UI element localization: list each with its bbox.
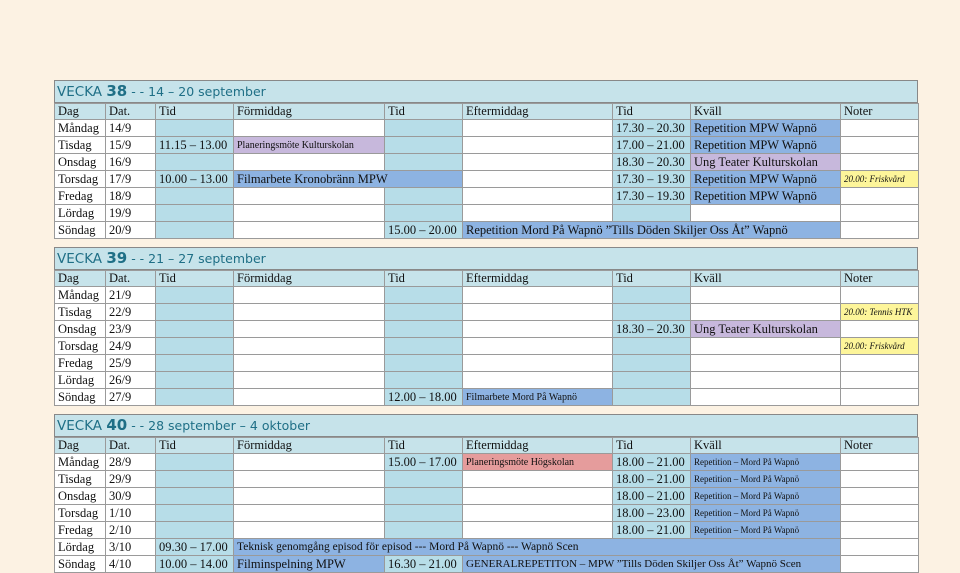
activity-cell — [463, 522, 613, 539]
date-cell: 1/10 — [106, 505, 156, 522]
time-cell — [385, 205, 463, 222]
time-cell — [385, 338, 463, 355]
activity-cell — [463, 372, 613, 389]
date-cell: 20/9 — [106, 222, 156, 239]
col-header-formiddag: Förmiddag — [234, 271, 385, 287]
week-39 — [54, 247, 918, 406]
week-label: VECKA — [57, 84, 103, 100]
activity-cell — [463, 188, 613, 205]
note-cell: 20.00: Friskvård — [841, 338, 919, 355]
activity-cell: Repetition – Mord På Wapnö — [691, 505, 841, 522]
note-cell — [841, 488, 919, 505]
activity-cell: Repetition MPW Wapnö — [691, 171, 841, 188]
day-cell: Fredag — [55, 355, 106, 372]
activity-cell: Repetition Mord På Wapnö ”Tills Döden Skiljer Oss Åt” Wapnö — [463, 222, 841, 239]
activity-cell — [463, 505, 613, 522]
date-cell: 15/9 — [106, 137, 156, 154]
time-cell: 17.30 – 20.30 — [613, 120, 691, 137]
activity-cell — [234, 372, 385, 389]
week-range: - - 21 – 27 september — [127, 251, 266, 266]
activity-cell: Teknisk genomgång episod för episod --- Mord På Wapnö --- Wapnö Scen — [234, 539, 841, 556]
col-header-formiddag: Förmiddag — [234, 104, 385, 120]
day-cell: Torsdag — [55, 338, 106, 355]
time-cell — [156, 372, 234, 389]
table-row — [55, 137, 919, 154]
note-cell — [841, 372, 919, 389]
week-range: - - 28 september – 4 oktober — [127, 418, 311, 433]
activity-cell — [691, 304, 841, 321]
time-cell — [156, 454, 234, 471]
activity-cell: Repetition MPW Wapnö — [691, 120, 841, 137]
note-cell — [841, 120, 919, 137]
activity-cell: Repetition MPW Wapnö — [691, 188, 841, 205]
activity-cell — [234, 471, 385, 488]
day-cell: Torsdag — [55, 505, 106, 522]
activity-cell: Repetition – Mord På Wapnö — [691, 471, 841, 488]
col-header-kvall: Kväll — [691, 104, 841, 120]
table-row — [55, 222, 919, 239]
activity-cell — [234, 454, 385, 471]
header-row — [55, 104, 919, 120]
activity-cell — [691, 205, 841, 222]
day-cell: Onsdag — [55, 321, 106, 338]
header-row — [55, 271, 919, 287]
time-cell — [156, 304, 234, 321]
time-cell: 15.00 – 20.00 — [385, 222, 463, 239]
table-row — [55, 154, 919, 171]
activity-cell — [463, 488, 613, 505]
time-cell — [613, 338, 691, 355]
col-header-dat: Dat. — [106, 104, 156, 120]
time-cell: 12.00 – 18.00 — [385, 389, 463, 406]
activity-cell — [234, 488, 385, 505]
time-cell — [613, 355, 691, 372]
week-range: - - 14 – 20 september — [127, 84, 266, 99]
day-cell: Måndag — [55, 287, 106, 304]
time-cell: 10.00 – 13.00 — [156, 171, 234, 188]
time-cell — [385, 372, 463, 389]
activity-cell — [463, 321, 613, 338]
activity-cell — [691, 389, 841, 406]
activity-cell — [691, 355, 841, 372]
date-cell: 23/9 — [106, 321, 156, 338]
time-cell: 15.00 – 17.00 — [385, 454, 463, 471]
col-header-kvall: Kväll — [691, 438, 841, 454]
col-header-dat: Dat. — [106, 438, 156, 454]
activity-cell — [234, 205, 385, 222]
time-cell: 17.00 – 21.00 — [613, 137, 691, 154]
time-cell — [156, 188, 234, 205]
time-cell — [385, 522, 463, 539]
time-cell — [156, 222, 234, 239]
week-label: VECKA — [57, 418, 103, 434]
time-cell — [156, 522, 234, 539]
note-cell — [841, 389, 919, 406]
activity-cell — [463, 338, 613, 355]
time-cell — [156, 505, 234, 522]
activity-cell — [691, 372, 841, 389]
time-cell — [385, 188, 463, 205]
day-cell: Lördag — [55, 539, 106, 556]
day-cell: Fredag — [55, 188, 106, 205]
time-cell — [613, 304, 691, 321]
time-cell: 17.30 – 19.30 — [613, 171, 691, 188]
activity-text: Filmarbete Kronobränn MPW — [237, 171, 388, 186]
activity-cell: Filmarbete Mord På Wapnö — [463, 389, 613, 406]
date-cell: 17/9 — [106, 171, 156, 188]
activity-cell: Ung Teater Kulturskolan — [691, 321, 841, 338]
activity-cell — [234, 287, 385, 304]
col-header-kvall: Kväll — [691, 271, 841, 287]
day-cell: Lördag — [55, 372, 106, 389]
time-cell: 18.00 – 21.00 — [613, 488, 691, 505]
week-number: 38 — [106, 82, 128, 100]
note-cell: 20.00: Friskvård — [841, 171, 919, 188]
time-cell: 16.30 – 21.00 — [385, 556, 463, 573]
note-cell — [841, 137, 919, 154]
date-cell: 24/9 — [106, 338, 156, 355]
activity-cell — [234, 154, 385, 171]
time-cell: 10.00 – 14.00 — [156, 556, 234, 573]
date-cell: 29/9 — [106, 471, 156, 488]
col-header-tid: Tid — [385, 438, 463, 454]
date-cell: 19/9 — [106, 205, 156, 222]
date-cell: 30/9 — [106, 488, 156, 505]
activity-cell: Repetition – Mord På Wapnö — [691, 454, 841, 471]
time-cell — [385, 488, 463, 505]
activity-cell — [234, 505, 385, 522]
col-header-dag: Dag — [55, 438, 106, 454]
schedule-table — [54, 270, 919, 406]
table-row — [55, 522, 919, 539]
day-cell: Onsdag — [55, 154, 106, 171]
date-cell: 18/9 — [106, 188, 156, 205]
day-cell: Söndag — [55, 556, 106, 573]
table-row — [55, 488, 919, 505]
table-row — [55, 556, 919, 573]
week-title — [54, 247, 918, 270]
time-cell — [385, 287, 463, 304]
activity-cell — [234, 222, 385, 239]
time-cell — [385, 321, 463, 338]
table-row — [55, 304, 919, 321]
col-header-tid: Tid — [613, 438, 691, 454]
time-cell — [156, 120, 234, 137]
time-cell — [385, 355, 463, 372]
time-cell — [385, 120, 463, 137]
col-header-tid: Tid — [385, 271, 463, 287]
activity-cell: Repetition MPW Wapnö — [691, 137, 841, 154]
date-cell: 3/10 — [106, 539, 156, 556]
day-cell: Fredag — [55, 522, 106, 539]
time-cell — [156, 338, 234, 355]
week-title — [54, 80, 918, 103]
day-cell: Söndag — [55, 222, 106, 239]
activity-cell — [234, 355, 385, 372]
time-cell — [156, 287, 234, 304]
day-cell: Tisdag — [55, 137, 106, 154]
note-cell — [841, 505, 919, 522]
table-row — [55, 171, 919, 188]
col-header-noter: Noter — [841, 438, 919, 454]
day-cell: Måndag — [55, 120, 106, 137]
date-cell: 28/9 — [106, 454, 156, 471]
week-40 — [54, 414, 918, 573]
col-header-tid: Tid — [156, 438, 234, 454]
day-cell: Måndag — [55, 454, 106, 471]
date-cell: 22/9 — [106, 304, 156, 321]
time-cell: 09.30 – 17.00 — [156, 539, 234, 556]
col-header-tid: Tid — [613, 104, 691, 120]
note-cell — [841, 287, 919, 304]
time-cell — [156, 205, 234, 222]
time-cell — [156, 154, 234, 171]
note-cell — [841, 539, 919, 556]
time-cell — [613, 205, 691, 222]
day-cell: Torsdag — [55, 171, 106, 188]
day-cell: Tisdag — [55, 304, 106, 321]
table-row — [55, 454, 919, 471]
col-header-tid: Tid — [613, 271, 691, 287]
date-cell: 26/9 — [106, 372, 156, 389]
col-header-eftermiddag: Eftermiddag — [463, 438, 613, 454]
note-cell — [841, 222, 919, 239]
day-cell: Söndag — [55, 389, 106, 406]
table-row — [55, 471, 919, 488]
date-cell: 25/9 — [106, 355, 156, 372]
note-cell — [841, 154, 919, 171]
activity-cell — [463, 171, 613, 188]
activity-cell — [234, 171, 463, 188]
schedule-table — [54, 103, 919, 239]
col-header-noter: Noter — [841, 104, 919, 120]
week-title — [54, 414, 918, 437]
col-header-tid: Tid — [385, 104, 463, 120]
activity-cell — [463, 355, 613, 372]
activity-cell — [234, 188, 385, 205]
time-cell: 18.00 – 21.00 — [613, 454, 691, 471]
week-label: VECKA — [57, 251, 103, 267]
activity-cell — [463, 120, 613, 137]
schedule-table — [54, 437, 919, 573]
activity-cell — [234, 120, 385, 137]
col-header-eftermiddag: Eftermiddag — [463, 271, 613, 287]
col-header-dag: Dag — [55, 271, 106, 287]
activity-cell — [463, 287, 613, 304]
table-row — [55, 355, 919, 372]
activity-cell — [234, 338, 385, 355]
date-cell: 14/9 — [106, 120, 156, 137]
activity-cell — [691, 287, 841, 304]
day-cell: Tisdag — [55, 471, 106, 488]
note-cell — [841, 522, 919, 539]
table-row — [55, 205, 919, 222]
time-cell: 18.00 – 21.00 — [613, 522, 691, 539]
col-header-dag: Dag — [55, 104, 106, 120]
time-cell — [385, 154, 463, 171]
note-cell: 20.00: Tennis HTK — [841, 304, 919, 321]
activity-cell — [463, 137, 613, 154]
activity-cell — [691, 338, 841, 355]
date-cell: 16/9 — [106, 154, 156, 171]
activity-cell — [234, 389, 385, 406]
week-38 — [54, 80, 918, 239]
date-cell: 27/9 — [106, 389, 156, 406]
time-cell — [613, 287, 691, 304]
time-cell — [156, 488, 234, 505]
col-header-dat: Dat. — [106, 271, 156, 287]
time-cell — [613, 389, 691, 406]
table-row — [55, 338, 919, 355]
col-header-eftermiddag: Eftermiddag — [463, 104, 613, 120]
col-header-noter: Noter — [841, 271, 919, 287]
header-row — [55, 438, 919, 454]
date-cell: 4/10 — [106, 556, 156, 573]
time-cell — [385, 505, 463, 522]
time-cell: 17.30 – 19.30 — [613, 188, 691, 205]
time-cell — [613, 372, 691, 389]
table-row — [55, 505, 919, 522]
time-cell — [156, 471, 234, 488]
activity-cell: Planeringsmöte Kulturskolan — [234, 137, 385, 154]
activity-cell: Filminspelning MPW — [234, 556, 385, 573]
note-cell — [841, 556, 919, 573]
activity-cell: GENERALREPETITON – MPW ”Tills Döden Skiljer Oss Åt” Wapnö Scen — [463, 556, 841, 573]
time-cell — [156, 355, 234, 372]
activity-cell: Repetition – Mord På Wapnö — [691, 488, 841, 505]
activity-cell: Ung Teater Kulturskolan — [691, 154, 841, 171]
date-cell: 21/9 — [106, 287, 156, 304]
activity-cell — [234, 321, 385, 338]
activity-cell — [463, 304, 613, 321]
activity-cell — [463, 205, 613, 222]
table-row — [55, 120, 919, 137]
time-cell — [156, 389, 234, 406]
activity-cell — [463, 471, 613, 488]
note-cell — [841, 454, 919, 471]
day-cell: Lördag — [55, 205, 106, 222]
note-cell — [841, 471, 919, 488]
activity-cell — [234, 304, 385, 321]
table-row — [55, 287, 919, 304]
time-cell: 11.15 – 13.00 — [156, 137, 234, 154]
activity-cell — [463, 154, 613, 171]
table-row — [55, 188, 919, 205]
time-cell: 18.00 – 23.00 — [613, 505, 691, 522]
col-header-tid: Tid — [156, 271, 234, 287]
activity-cell: Planeringsmöte Högskolan — [463, 454, 613, 471]
table-row — [55, 321, 919, 338]
date-cell: 2/10 — [106, 522, 156, 539]
table-row — [55, 389, 919, 406]
note-cell — [841, 355, 919, 372]
activity-cell — [234, 522, 385, 539]
table-row — [55, 539, 919, 556]
col-header-tid: Tid — [156, 104, 234, 120]
time-cell — [385, 304, 463, 321]
time-cell — [156, 321, 234, 338]
note-cell — [841, 321, 919, 338]
time-cell: 18.00 – 21.00 — [613, 471, 691, 488]
time-cell — [385, 137, 463, 154]
time-cell: 18.30 – 20.30 — [613, 321, 691, 338]
time-cell — [385, 471, 463, 488]
week-number: 40 — [106, 416, 128, 434]
activity-cell: Repetition – Mord På Wapnö — [691, 522, 841, 539]
table-row — [55, 372, 919, 389]
note-cell — [841, 205, 919, 222]
time-cell: 18.30 – 20.30 — [613, 154, 691, 171]
day-cell: Onsdag — [55, 488, 106, 505]
col-header-formiddag: Förmiddag — [234, 438, 385, 454]
note-cell — [841, 188, 919, 205]
week-number: 39 — [106, 249, 128, 267]
